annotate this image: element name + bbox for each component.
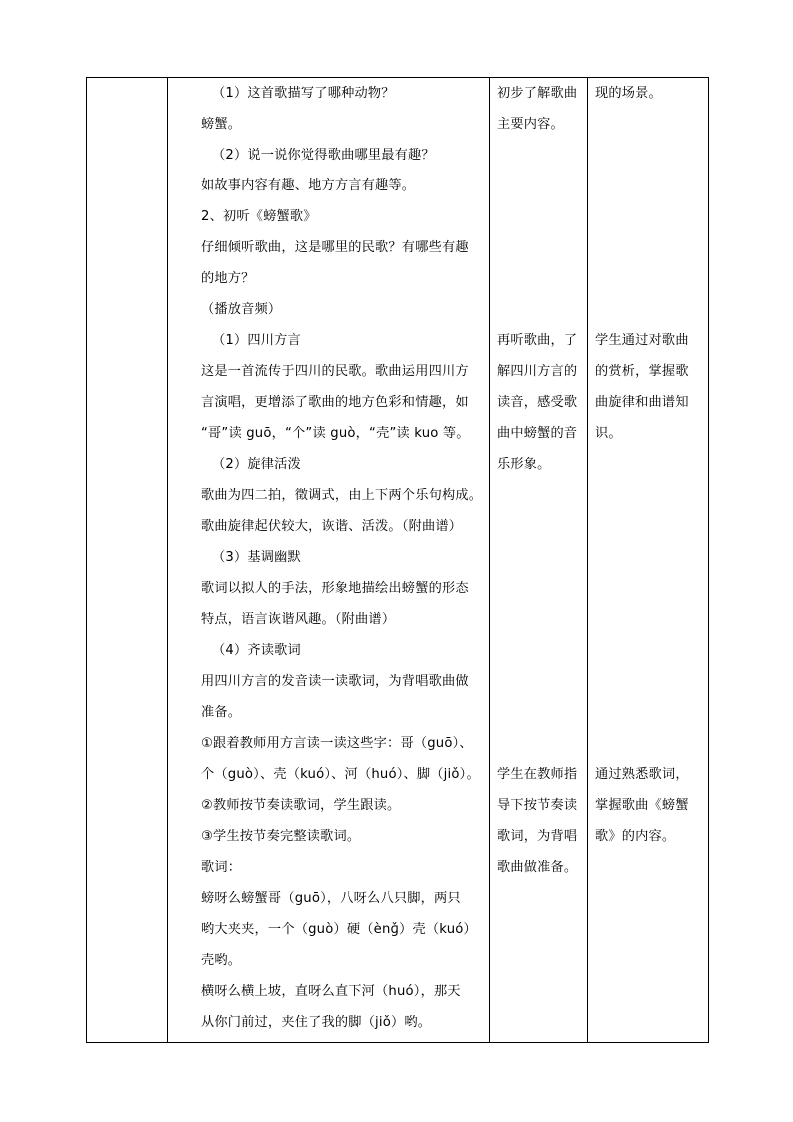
table-row [87, 78, 709, 1043]
stage-column-cell [87, 78, 168, 1043]
content-line: “哥”读 guō，“个”读 guò，“壳”读 kuo 等。 [201, 426, 470, 441]
activity-line: 歌词，为背唱 [497, 829, 578, 844]
intent-line: 的赏析，掌握歌 [595, 364, 689, 379]
content-line: 从你门前过，夹住了我的脚（jiǒ）哟。 [201, 1015, 432, 1030]
activity-line: 再听歌曲，了 [497, 333, 578, 348]
content-line: 歌曲为四二拍，徵调式，由上下两个乐句构成。 [201, 488, 483, 503]
content-line: 壳哟。 [201, 953, 242, 968]
activity-line: 主要内容。 [497, 117, 564, 132]
intent-line: 掌握歌曲《螃蟹 [595, 798, 689, 813]
content-line: 哟大夹夹，一个（guò）硬（ènɡ̌）壳（kuó） [201, 922, 477, 937]
content-line: （1）这首歌描写了哪种动物？ [212, 86, 395, 101]
content-line: （4）齐读歌词 [212, 643, 301, 658]
activity-line: 解四川方言的 [497, 364, 578, 379]
lesson-plan-table [86, 77, 709, 1043]
content-line: （3）基调幽默 [212, 550, 301, 565]
activity-line: 学生在教师指 [497, 767, 578, 782]
content-line: 歌词以拟人的手法，形象地描绘出螃蟹的形态 [201, 581, 469, 596]
content-line: 如故事内容有趣、地方方言有趣等。 [201, 178, 416, 193]
content-line: （2）说一说你觉得歌曲哪里最有趣？ [212, 148, 435, 163]
content-line: 个（guò）、壳（kuó）、河（huó）、脚（jiǒ）。 [201, 767, 480, 782]
content-line: 仔细倾听歌曲，这是哪里的民歌？有哪些有趣 [201, 240, 469, 255]
teaching-content-cell [168, 78, 490, 1043]
intent-line: 曲旋律和曲谱知 [595, 395, 689, 410]
content-line: 用四川方言的发音读一读歌词，为背唱歌曲做 [201, 674, 469, 689]
content-line: 准备。 [201, 705, 242, 720]
activity-line: 乐形象。 [497, 457, 551, 472]
intent-line: 通过熟悉歌词， [595, 767, 689, 782]
design-intent-cell [588, 78, 709, 1043]
intent-line: 识。 [595, 426, 622, 441]
student-activity-cell [490, 78, 588, 1043]
content-line: 这是一首流传于四川的民歌。歌曲运用四川方 [201, 364, 469, 379]
intent-line: 学生通过对歌曲 [595, 333, 689, 348]
activity-line: 读音，感受歌 [497, 395, 578, 410]
content-line: 螃蟹。 [201, 117, 242, 132]
activity-line: 初步了解歌曲 [497, 86, 578, 101]
content-line: （1）四川方言 [212, 333, 301, 348]
content-line: （2）旋律活泼 [212, 457, 301, 472]
intent-line: 现的场景。 [595, 86, 662, 101]
content-line: ③学生按节奏完整读歌词。 [201, 829, 361, 844]
content-line: 2、初听《螃蟹歌》 [201, 209, 317, 224]
content-line: 歌词： [201, 860, 242, 875]
content-line: 的地方？ [201, 271, 255, 286]
activity-line: 曲中螃蟹的音 [497, 426, 578, 441]
content-line: 螃呀么螃蟹哥（guō），八呀么八只脚，两只 [201, 891, 461, 906]
content-line: （播放音频） [201, 302, 282, 317]
content-line: ①跟着教师用方言读一读这些字：哥（guō）、 [201, 736, 473, 751]
activity-line: 导下按节奏读 [497, 798, 578, 813]
content-line: ②教师按节奏读歌词，学生跟读。 [201, 798, 401, 813]
content-line: 横呀么横上坡，直呀么直下河（huó），那天 [201, 984, 461, 999]
content-line: 歌曲旋律起伏较大，诙谐、活泼。（附曲谱） [201, 519, 463, 534]
content-line: 言演唱，更增添了歌曲的地方色彩和情趣，如 [201, 395, 469, 410]
content-line: 特点，语言诙谐风趣。（附曲谱） [201, 612, 396, 627]
intent-line: 歌》的内容。 [595, 829, 676, 844]
activity-line: 歌曲做准备。 [497, 860, 578, 875]
